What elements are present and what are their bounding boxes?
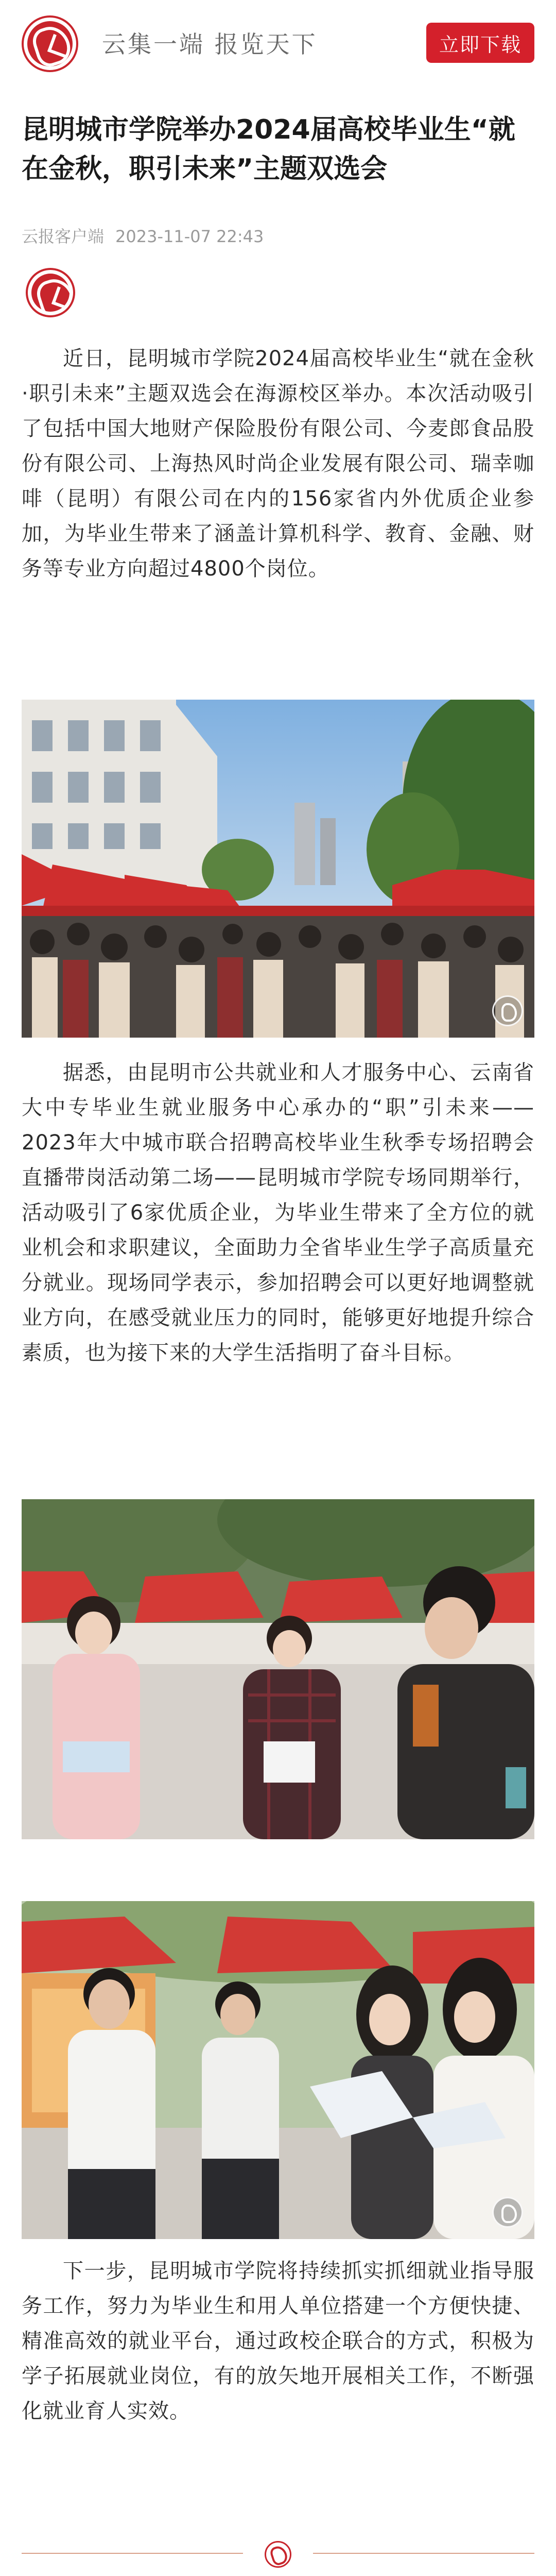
article-paragraph: 下一步，昆明城市学院将持续抓实抓细就业指导服务工作，努力为毕业生和用人单位搭建一个方便快捷、精准高效的就业平台，通过政校企联合的方式，积极为学子拓展就业岗位，有的放矢地开展相关工作，不断强化就业育人实效。 [22,2259,534,2423]
download-button[interactable]: 立即下载 [426,23,534,63]
article-meta [22,224,275,247]
brochure-reading-photo [22,1901,534,2239]
article-title: 昆明城市学院举办2024届高校毕业生“就在金秋，职引未来”主题双选会 [22,114,515,184]
article-paragraph: 据悉，由昆明市公共就业和人才服务中心、云南省大中专毕业生就业服务中心承办的“职”引未来——2023年大中城市联合招聘高校毕业生秋季专场招聘会直播带岗活动第二场——昆明城市学院专场同期举行，活动吸引了6家优质企业，为毕业生带来了全方位的就业机会和求职建议，全面助力全省毕业生学子高质量充分就业。现场同学表示，参加招聘会可以更好地调整就业方向，在感受就业压力的同时，能够更好地提升综合素质，也为接下来的大学生活指明了奋斗目标。 [22,1061,534,1365]
yunbao-watermark-icon [492,995,523,1026]
header-slogan: 云集一端 报览天下 [102,30,318,58]
yunbao-logo-icon[interactable] [22,15,78,72]
author-avatar-icon[interactable] [26,268,75,317]
yunbao-logo-icon [265,2541,291,2568]
article-paragraph: 近日，昆明城市学院2024届高校毕业生“就在金秋·职引未来”主题双选会在海源校区举办。本次活动吸引了包括中国大地财产保险股份有限公司、今麦郎食品股份有限公司、上海热风时尚企业发展有限公司、瑞幸咖啡（昆明）有限公司在内的156家省内外优质企业参加，为毕业生带来了涵盖计算机科学、教育、金融、财务等专业方向超过4800个岗位。 [22,347,534,581]
article-datetime: 2023-11-07 22:43 [115,227,264,246]
article-source: 云报客户端 [22,227,105,246]
booth-conversation-photo [22,1499,534,1839]
app-header [0,0,556,85]
article-end-divider [22,2543,534,2564]
job-fair-crowd-photo [22,700,534,1038]
yunbao-watermark-icon [492,2197,523,2228]
